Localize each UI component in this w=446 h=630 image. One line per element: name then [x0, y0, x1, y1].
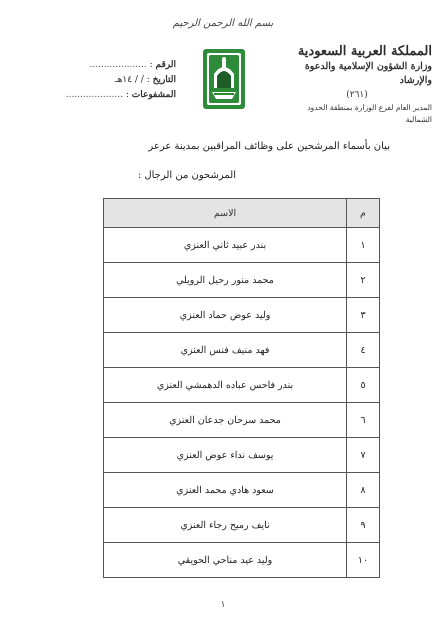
- row-name: نايف رميح رجاء العنزي: [104, 508, 347, 543]
- column-header-number: م: [347, 199, 380, 228]
- row-number: ٧: [347, 438, 380, 473]
- table-row: [104, 473, 380, 508]
- basmala: بسم الله الرحمن الرحيم: [172, 18, 274, 29]
- number-row: [56, 58, 176, 73]
- row-number: ٤: [347, 333, 380, 368]
- row-number: ٥: [347, 368, 380, 403]
- table-row: [104, 368, 380, 403]
- document-meta: [56, 58, 176, 103]
- attachments-label: المشفوعات: [131, 90, 176, 100]
- attachments-row: [56, 88, 176, 103]
- row-name: وليد عيد مناحي الحويقي: [104, 543, 347, 578]
- row-name: محمد منور رحيل الرويلي: [104, 263, 347, 298]
- row-name: بندر فاحس عباده الدهمشي العنزي: [104, 368, 347, 403]
- ministry-name: وزارة الشؤون الإسلامية والدعوة والإرشاد: [304, 61, 432, 86]
- row-name: سعود هادي محمد العنزي: [104, 473, 347, 508]
- row-name: وليد عوض حماد العنزي: [104, 298, 347, 333]
- page-number: ١: [220, 600, 226, 610]
- table-row: [104, 263, 380, 298]
- table-header-row: [104, 199, 380, 228]
- row-number: ١٠: [347, 543, 380, 578]
- organization-header: [282, 44, 432, 126]
- table-row: [104, 403, 380, 438]
- ministry-mosque-emblem-icon: [202, 48, 246, 110]
- table-row: [104, 333, 380, 368]
- statement-title: بيان بأسماء المرشحين على وظائف المراقبين بمدينة عرعر: [148, 141, 390, 152]
- row-number: ٩: [347, 508, 380, 543]
- row-name: محمد سرحان جدعان العنزي: [104, 403, 347, 438]
- table-row: [104, 298, 380, 333]
- table-row: [104, 508, 380, 543]
- colon: :: [143, 75, 150, 85]
- date-value: / / ١٤هـ: [114, 75, 144, 85]
- kingdom-name: المملكة العربية السعودية: [297, 44, 432, 59]
- row-name: بندر عبيد ثاني العنزي: [104, 228, 347, 263]
- reference-number: (٢٦١): [346, 90, 368, 100]
- date-row: [56, 73, 176, 88]
- number-dots: ....................: [89, 60, 147, 70]
- row-name: فهد منيف فنس العنزي: [104, 333, 347, 368]
- table-row: [104, 438, 380, 473]
- subheading: المرشحون من الرجال :: [137, 170, 236, 181]
- department-name: المدير العام لفرع الوزارة بمنطقة الحدود الشمالية: [307, 103, 432, 124]
- candidates-table: [103, 198, 380, 578]
- date-label: التاريخ: [152, 75, 176, 85]
- number-label: الرقم: [155, 60, 176, 70]
- colon: :: [122, 90, 129, 100]
- table-row: [104, 543, 380, 578]
- row-number: ٢: [347, 263, 380, 298]
- row-name: يوسف نداء عوض العنزي: [104, 438, 347, 473]
- row-number: ٣: [347, 298, 380, 333]
- row-number: ٨: [347, 473, 380, 508]
- row-number: ٦: [347, 403, 380, 438]
- table-row: [104, 228, 380, 263]
- colon: :: [146, 60, 153, 70]
- column-header-name: الاسم: [104, 199, 347, 228]
- attachments-dots: ....................: [65, 90, 123, 100]
- row-number: ١: [347, 228, 380, 263]
